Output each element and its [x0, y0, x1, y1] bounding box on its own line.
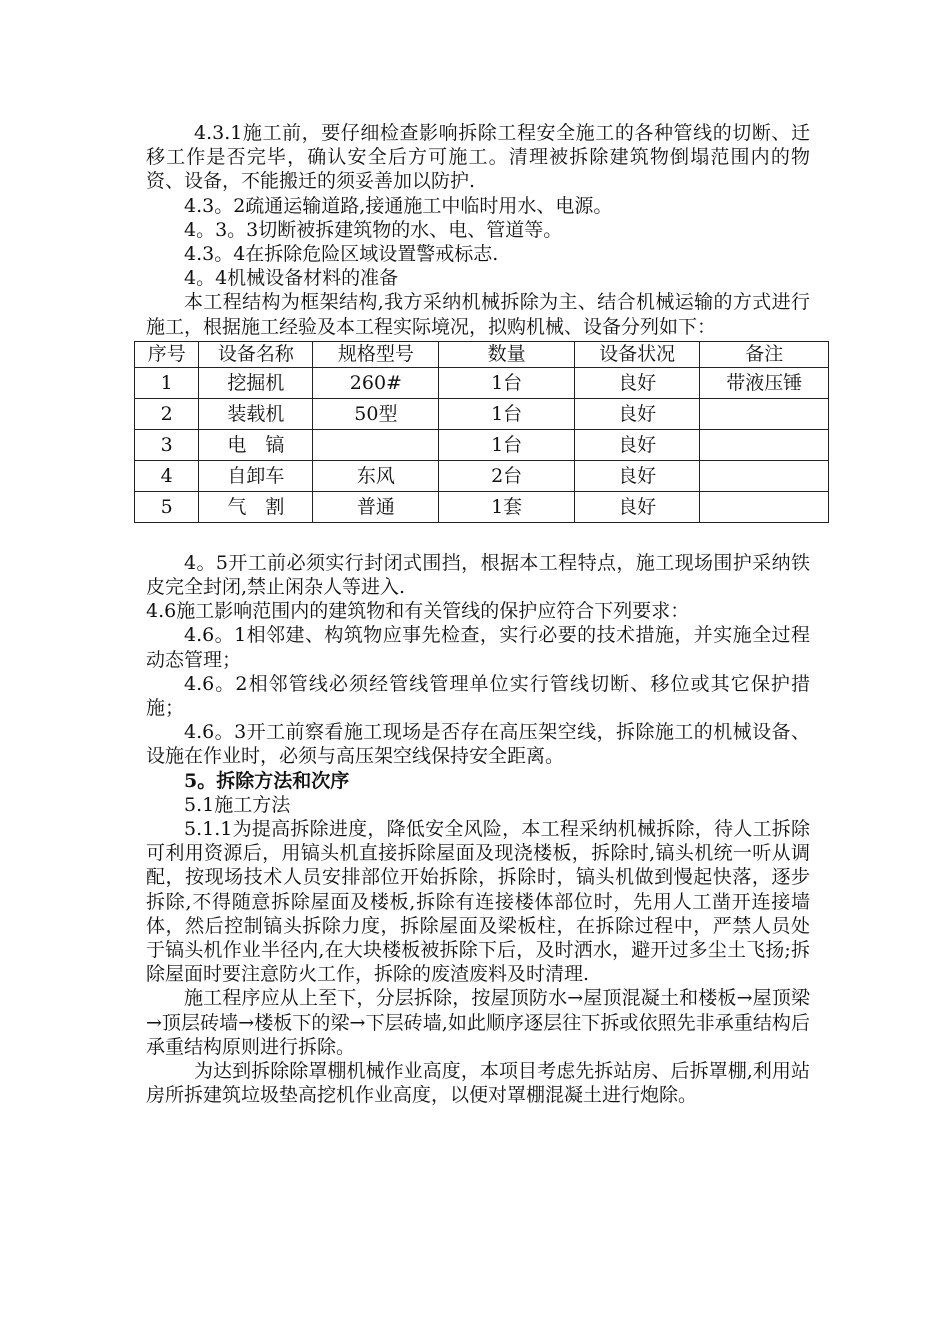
- para-4-3-3: 4。3。3切断被拆建筑物的水、电、管道等。: [184, 218, 563, 241]
- table-header-row: [135, 341, 829, 367]
- para-4-5: 4。5开工前必须实行封闭式围挡，根据本工程特点，施工现场围护采纳铁皮完全封闭,禁止闲杂人等进入.: [146, 551, 810, 599]
- para-canopy: 为达到拆除除罩棚机械作业高度，本项目考虑先拆站房、后拆罩棚,利用站房所拆建筑垃圾垫高挖机作业高度，以便对罩棚混凝土进行炮除。: [146, 1060, 810, 1107]
- cell-seq: 4: [135, 460, 199, 491]
- cell-seq: 1: [135, 367, 199, 398]
- cell-qty: 2台: [439, 460, 574, 491]
- para-4-3-4: 4.3。4在拆除危险区域设置警戒标志.: [184, 243, 499, 266]
- cell-spec: 东风: [313, 460, 439, 491]
- table-row: [135, 398, 829, 429]
- cell-seq: 2: [135, 398, 199, 429]
- cell-status: 良好: [574, 398, 700, 429]
- cell-qty: 1套: [439, 491, 574, 522]
- cell-seq: 3: [135, 429, 199, 460]
- para-equipment-intro: 本工程结构为框架结构,我方采纳机械拆除为主、结合机械运输的方式进行施工，根据施工经验及本工程实际境况，拟购机械、设备分列如下：: [146, 291, 810, 338]
- para-sequence: 施工程序应从上至下，分层拆除，按屋顶防水→屋顶混凝土和楼板→屋顶梁→顶层砖墙→楼板下的梁→下层砖墙,如此顺序逐层往下拆或依照先非承重结构后承重结构原则进行拆除。: [146, 987, 810, 1058]
- cell-spec: 普通: [313, 491, 439, 522]
- cell-remark: [700, 491, 829, 522]
- cell-seq: 5: [135, 491, 199, 522]
- table-row: [135, 460, 829, 491]
- section-heading-5: 5。拆除方法和次序: [184, 769, 350, 792]
- table-row: [135, 429, 829, 460]
- para-4-6: 4.6施工影响范围内的建筑物和有关管线的保护应符合下列要求：: [146, 600, 690, 623]
- table-row: [135, 491, 829, 522]
- cell-qty: 1台: [439, 398, 574, 429]
- cell-status: 良好: [574, 429, 700, 460]
- para-4-3-1: 4.3.1施工前，要仔细检查影响拆除工程安全施工的各种管线的切断、迁移工作是否完毕，确认安全后方可施工。清理被拆除建筑物倒塌范围内的物资、设备，不能搬迁的须妥善加以防护.: [146, 122, 810, 193]
- cell-status: 良好: [574, 460, 700, 491]
- cell-spec: [313, 429, 439, 460]
- cell-status: 良好: [574, 367, 700, 398]
- header-spec: 规格型号: [313, 341, 439, 367]
- cell-spec: 260#: [313, 367, 439, 398]
- para-4-6-1: 4.6。1相邻建、构筑物应事先检查，实行必要的技术措施，并实施全过程动态管理；: [146, 624, 810, 671]
- header-name: 设备名称: [199, 341, 313, 367]
- cell-remark: [700, 429, 829, 460]
- para-4-6-3: 4.6。3开工前察看施工现场是否存在高压架空线，拆除施工的机械设备、设施在作业时，必须与高压架空线保持安全距离。: [146, 721, 810, 768]
- heading-5-1: 5.1施工方法: [184, 793, 291, 816]
- cell-qty: 1台: [439, 429, 574, 460]
- cell-name: 装载机: [199, 398, 313, 429]
- header-qty: 数量: [439, 341, 574, 367]
- header-remark: 备注: [700, 341, 829, 367]
- table-row: [135, 367, 829, 398]
- heading-4-4: 4。4机械设备材料的准备: [184, 267, 399, 290]
- cell-remark: [700, 460, 829, 491]
- cell-name: 电 镐: [199, 429, 313, 460]
- cell-remark: 带液压锤: [700, 367, 829, 398]
- para-4-3-2: 4.3。2疏通运输道路,接通施工中临时用水、电源。: [184, 194, 613, 217]
- cell-name: 挖掘机: [199, 367, 313, 398]
- para-5-1-1: 5.1.1为提高拆除进度，降低安全风险，本工程采纳机械拆除，待人工拆除可利用资源后，用镐头机直接拆除屋面及现浇楼板，拆除时,镐头机统一听从调配，按现场技术人员安排部位开始拆除，拆除时，镐头机做到慢起快落，逐步拆除,不得随意拆除屋面及楼板,拆除有连接楼体部位时，先用人工凿开连接墙体，然后控制镐头拆除力度，拆除屋面及梁板柱，在拆除过程中，严禁人员处于镐头机作业半径内,在大块楼板被拆除下后，及时洒水，避开过多尘土飞扬;拆除屋面时要注意防火工作，拆除的废渣废料及时清理.: [146, 818, 810, 986]
- cell-qty: 1台: [439, 367, 574, 398]
- cell-name: 气 割: [199, 491, 313, 522]
- para-4-6-2: 4.6。2相邻管线必须经管线管理单位实行管线切断、移位或其它保护措施；: [146, 672, 810, 720]
- cell-spec: 50型: [313, 398, 439, 429]
- cell-name: 自卸车: [199, 460, 313, 491]
- header-seq: 序号: [135, 341, 199, 367]
- cell-status: 良好: [574, 491, 700, 522]
- document-page: [146, 121, 810, 1108]
- equipment-table: [134, 341, 829, 523]
- header-status: 设备状况: [574, 341, 700, 367]
- cell-remark: [700, 398, 829, 429]
